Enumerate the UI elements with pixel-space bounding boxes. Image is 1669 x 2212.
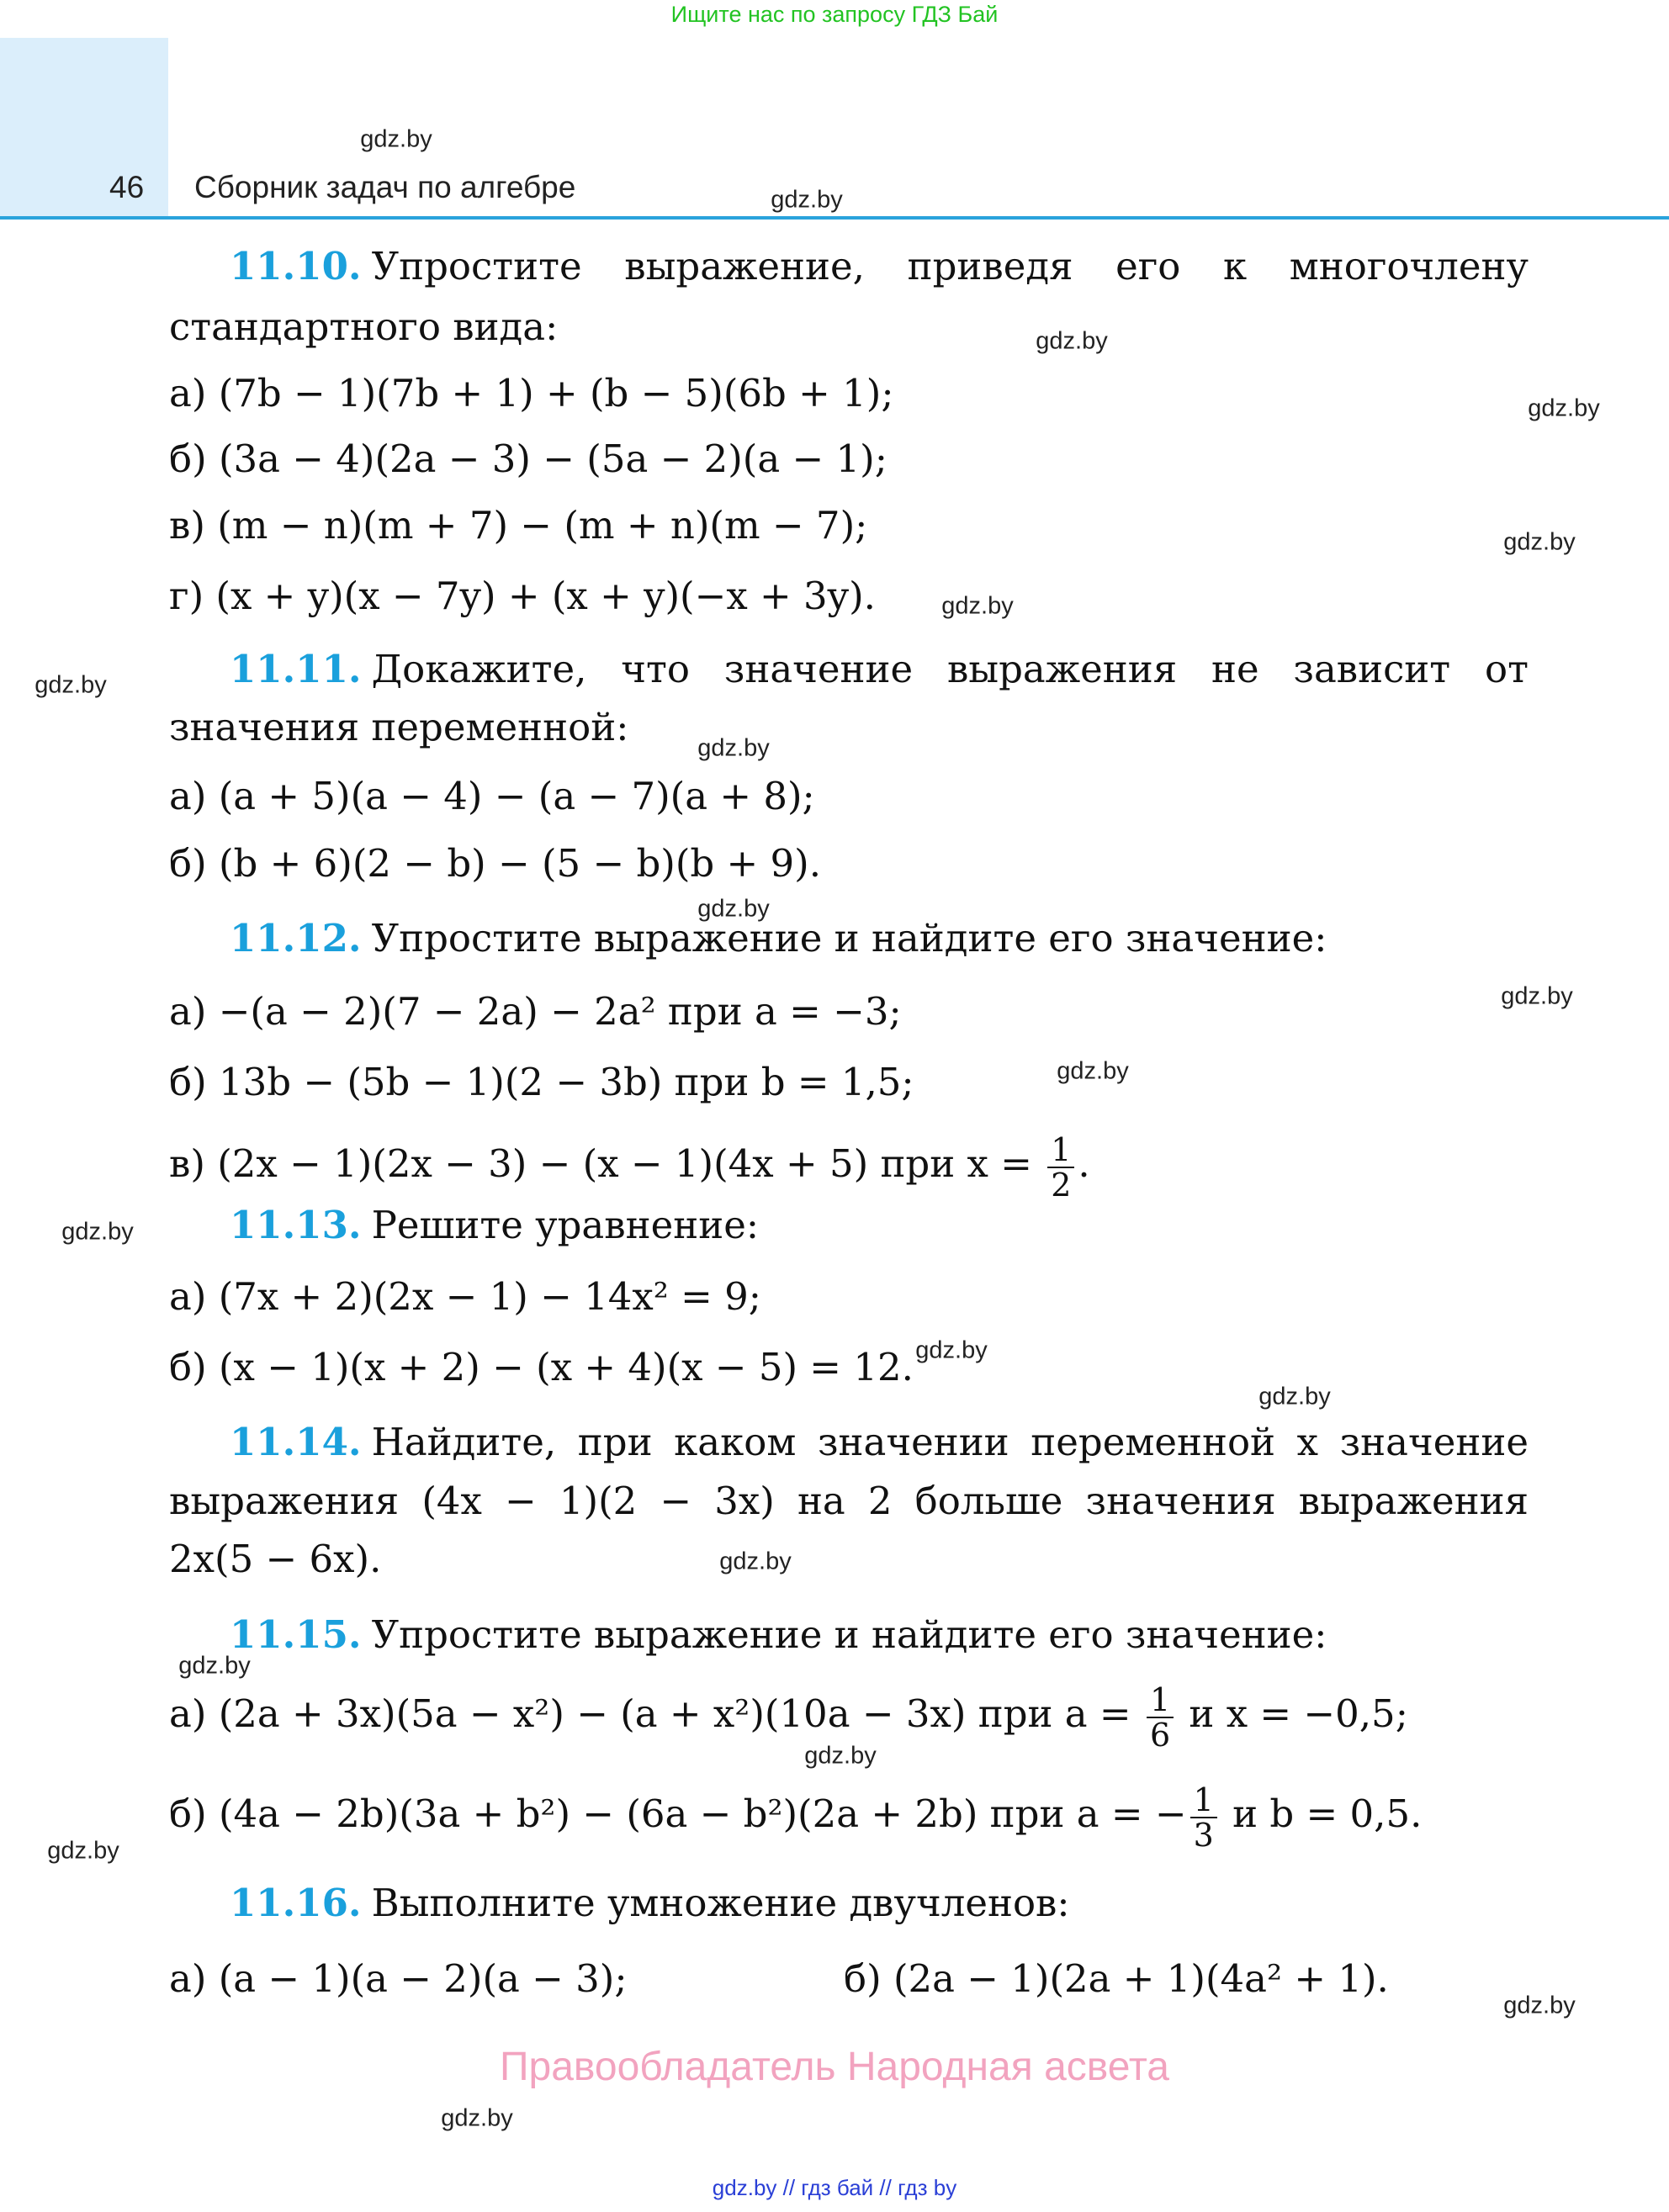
problem-item: б) (2a − 1)(2a + 1)(4a² + 1). [844,1956,1389,2001]
problem-item: б) (b + 6)(2 − b) − (5 − b)(b + 9). [169,841,822,886]
watermark-gdz: gdz.by [61,1218,134,1246]
denominator: 3 [1193,1816,1214,1854]
watermark-gdz: gdz.by [697,895,770,923]
problem-item: а) (7x + 2)(2x − 1) − 14x² = 9; [169,1274,761,1319]
header-rule [0,216,1669,220]
page-number: 46 [109,170,145,204]
running-title: Сборник задач по алгебре [194,170,576,204]
watermark-gdz: gdz.by [697,734,770,762]
item-text: . [1078,1141,1090,1186]
search-hint-banner: Ищите нас по запросу ГДЗ Бай [670,2,999,27]
item-text: б) (4a − 2b)(3a + b²) − (6a − b²)(2a + 2b) при a = − [169,1791,1187,1836]
problem-number: 11.10. [230,244,362,288]
footer-links[interactable]: gdz.by // гдз бай // гдз by [712,2175,957,2200]
problem-item [169,1126,1529,1202]
problem-text: значения переменной: [169,705,629,749]
watermark-gdz: gdz.by [804,1742,877,1770]
fraction [1190,1783,1217,1852]
problem-text: Упростите выражение и найдите его значение: [371,916,1327,960]
problem-text: стандартного вида: [169,304,559,349]
problem-text: Найдите, при каком значении переменной x значение [371,1420,1529,1464]
watermark-gdz: gdz.by [1036,327,1108,355]
watermark-gdz: gdz.by [941,592,1014,620]
problem-11-11-title [230,643,1529,696]
problem-text: 2x(5 − 6x). [169,1537,382,1581]
problem-text: Упростите выражение и найдите его значение: [371,1612,1327,1657]
watermark-gdz: gdz.by [1528,394,1600,422]
problem-item [169,1676,1529,1752]
watermark-gdz: gdz.by [1258,1383,1331,1410]
watermark-gdz: gdz.by [915,1336,988,1364]
watermark-gdz: gdz.by [1503,528,1576,556]
problem-number: 11.13. [230,1203,362,1247]
watermark-gdz: gdz.by [1503,1992,1576,2019]
problem-item: а) −(a − 2)(7 − 2a) − 2a² при a = −3; [169,989,902,1034]
problem-item: б) (3a − 4)(2a − 3) − (5a − 2)(a − 1); [169,437,887,481]
problem-item: а) (a + 5)(a − 4) − (a − 7)(a + 8); [169,774,815,818]
problem-text: Решите уравнение: [371,1203,759,1247]
watermark-gdz: gdz.by [178,1652,251,1680]
numerator: 1 [1047,1133,1074,1168]
watermark-gdz: gdz.by [771,186,843,214]
problem-11-15-title [230,1608,1529,1662]
problem-11-10-title [230,240,1529,294]
problem-text: Упростите выражение, приведя его к многочлену [371,244,1529,288]
watermark-gdz: gdz.by [34,671,107,699]
denominator: 6 [1149,1716,1171,1754]
numerator: 1 [1190,1783,1217,1818]
fraction [1047,1130,1074,1204]
problem-text: Докажите, что значение выражения не зависит от [371,647,1529,691]
watermark-gdz: gdz.by [1057,1057,1129,1085]
item-text: и b = 0,5. [1220,1791,1423,1836]
item-text: в) (2x − 1)(2x − 3) − (x − 1)(4x + 5) при x = [169,1141,1045,1186]
item-text: и x = −0,5; [1177,1691,1408,1736]
problem-11-14-title [230,1416,1529,1469]
problem-item: а) (a − 1)(a − 2)(a − 3); [169,1956,628,2001]
problem-number: 11.14. [230,1420,362,1464]
problem-11-12-title [230,912,1529,966]
problem-item: а) (7b − 1)(7b + 1) + (b − 5)(6b + 1); [169,371,894,415]
problem-number: 11.12. [230,916,362,960]
problem-text: выражения (4x − 1)(2 − 3x) на 2 больше значения выражения [169,1479,1529,1523]
numerator: 1 [1147,1683,1174,1718]
denominator: 2 [1051,1166,1072,1204]
watermark-gdz: gdz.by [441,2104,513,2132]
problem-number: 11.11. [230,647,362,691]
problem-item: б) (x − 1)(x + 2) − (x + 4)(x − 5) = 12. [169,1345,914,1389]
problem-11-16-title [230,1876,1529,1930]
problem-number: 11.15. [230,1612,362,1657]
problem-11-13-title [230,1199,1529,1252]
fraction [1147,1680,1174,1754]
watermark-gdz: gdz.by [47,1837,119,1865]
watermark-gdz: gdz.by [719,1548,792,1575]
problem-number: 11.16. [230,1881,362,1925]
problem-item: б) 13b − (5b − 1)(2 − 3b) при b = 1,5; [169,1060,914,1104]
problem-item: г) (x + y)(x − 7y) + (x + y)(−x + 3y). [169,574,876,618]
item-text: а) (2a + 3x)(5a − x²) − (a + x²)(10a − 3x) при a = [169,1691,1143,1736]
problem-item: в) (m − n)(m + 7) − (m + n)(m − 7); [169,503,868,548]
copyright-notice: Правообладатель Народная асвета [500,2045,1169,2089]
watermark-gdz: gdz.by [1501,982,1573,1010]
problem-item [169,1776,1529,1852]
watermark-gdz: gdz.by [360,125,432,153]
problem-text: Выполните умножение двучленов: [371,1881,1070,1925]
